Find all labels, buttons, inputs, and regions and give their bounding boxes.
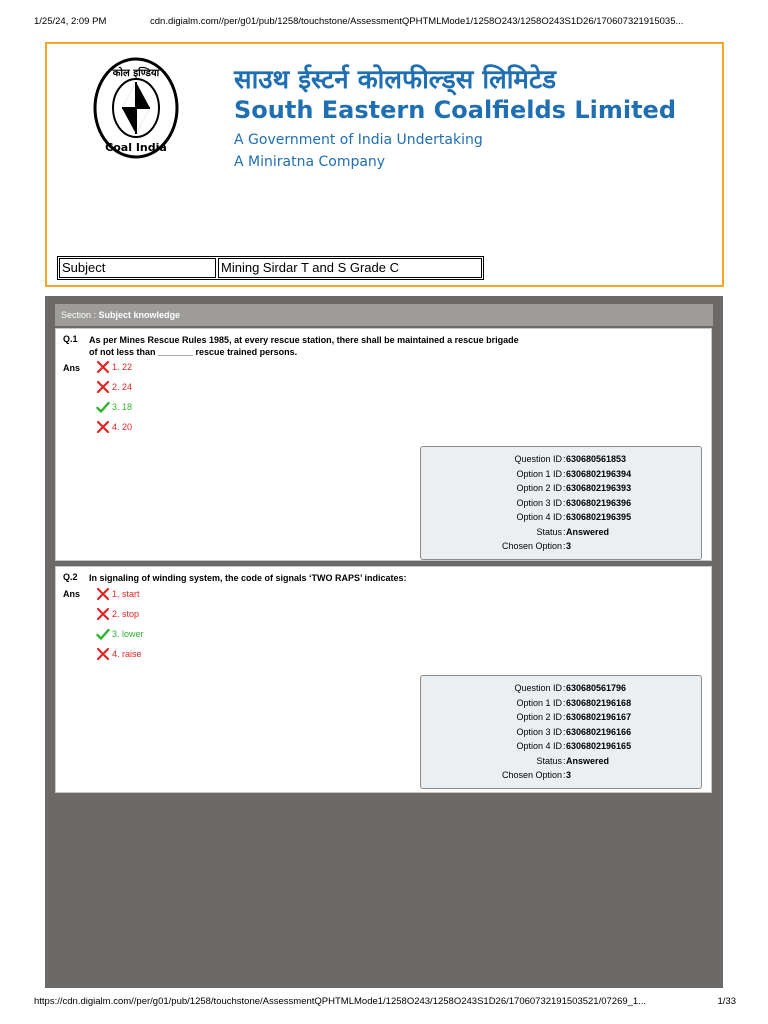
subject-table <box>57 256 484 280</box>
answer-label: Ans <box>63 363 81 373</box>
cross-icon <box>96 587 110 601</box>
info-status: Status : Answered <box>536 755 610 766</box>
info-question-id: Question ID : 630680561796 <box>514 683 627 693</box>
company-hindi-title: साउथ ईस्टर्न कोलफील्ड्स लिमिटेड <box>234 65 556 95</box>
cross-icon <box>96 360 110 374</box>
info-option-1-id: Option 1 ID : 6306802196394 <box>516 468 632 479</box>
option-label: 1. 22 <box>112 362 133 372</box>
cross-icon <box>96 647 110 661</box>
question-panel <box>45 296 723 988</box>
logo-text-top: कोल इण्डिया <box>112 68 160 79</box>
info-option-4-id: Option 4 ID : 6306802196395 <box>516 512 632 522</box>
option-4 <box>96 420 132 434</box>
info-option-1-id: Option 1 ID : 6306802196168 <box>516 697 632 708</box>
option-3 <box>96 400 132 414</box>
option-1 <box>96 360 132 374</box>
question-info-box <box>420 675 702 789</box>
logo-text-bottom: Coal India <box>105 141 167 154</box>
question-text: In signaling of winding system, the code of signals ‘TWO RAPS’ indicates: <box>89 573 407 583</box>
question-card-2 <box>55 566 712 793</box>
section-name: Subject knowledge <box>98 310 181 320</box>
option-2 <box>96 607 139 621</box>
print-datetime: 1/25/24, 2:09 PM <box>34 16 107 27</box>
option-label: 2. stop <box>112 609 140 619</box>
cross-icon <box>96 607 110 621</box>
info-chosen-option: Chosen Option : 3 <box>501 770 572 780</box>
info-option-2-id: Option 2 ID : 6306802196167 <box>516 712 632 722</box>
print-header <box>0 16 768 30</box>
subject-value: Mining Sirdar T and S Grade C <box>218 258 482 278</box>
company-subtitle-2: A Miniratna Company <box>234 154 386 170</box>
coal-india-logo <box>92 56 180 160</box>
answer-label: Ans <box>63 589 81 599</box>
info-option-2-id: Option 2 ID : 6306802196393 <box>516 483 632 493</box>
option-1 <box>96 587 140 601</box>
company-subtitle-1: A Government of India Undertaking <box>234 132 483 148</box>
option-label: 3. lower <box>112 629 144 639</box>
option-4 <box>96 647 142 661</box>
info-chosen-option: Chosen Option : 3 <box>501 541 572 551</box>
check-icon <box>96 627 110 641</box>
option-2 <box>96 380 132 394</box>
option-label: 4. raise <box>112 649 142 659</box>
question-text: As per Mines Rescue Rules 1985, at every rescue station, there shall be maintained a rescue brigade of not less than _______ rescue trained persons. <box>89 335 519 357</box>
info-question-id: Question ID : 630680561853 <box>514 454 627 464</box>
option-label: 1. start <box>112 589 140 599</box>
cross-icon <box>96 420 110 434</box>
info-status: Status : Answered <box>536 526 610 537</box>
check-icon <box>96 400 110 414</box>
section-header <box>55 304 713 326</box>
info-option-3-id: Option 3 ID : 6306802196396 <box>516 497 632 508</box>
page-number: 1/33 <box>717 996 736 1007</box>
option-3 <box>96 627 144 641</box>
question-card-1 <box>55 328 712 561</box>
section-label: Section : <box>61 310 99 320</box>
print-footer <box>0 996 768 1010</box>
company-banner <box>45 42 724 287</box>
question-info-box <box>420 446 702 560</box>
question-number: Q.1 <box>63 334 78 344</box>
cross-icon <box>96 380 110 394</box>
option-label: 2. 24 <box>112 382 133 392</box>
option-label: 4. 20 <box>112 422 133 432</box>
print-url: cdn.digialm.com//per/g01/pub/1258/touchstone/AssessmentQPHTMLMode1/1258O243/1258O243S1D26/170607321915035... <box>150 16 684 27</box>
info-option-3-id: Option 3 ID : 6306802196166 <box>516 726 632 737</box>
option-label: 3. 18 <box>112 402 133 412</box>
company-english-title: South Eastern Coalfields Limited <box>234 96 676 124</box>
subject-label: Subject <box>59 258 216 278</box>
info-option-4-id: Option 4 ID : 6306802196165 <box>516 741 632 751</box>
print-footer-url: https://cdn.digialm.com//per/g01/pub/1258/touchstone/AssessmentQPHTMLMode1/1258O243/1258O243S1D26/17060732191503521/07269_1... <box>34 996 647 1007</box>
question-number: Q.2 <box>63 572 78 582</box>
